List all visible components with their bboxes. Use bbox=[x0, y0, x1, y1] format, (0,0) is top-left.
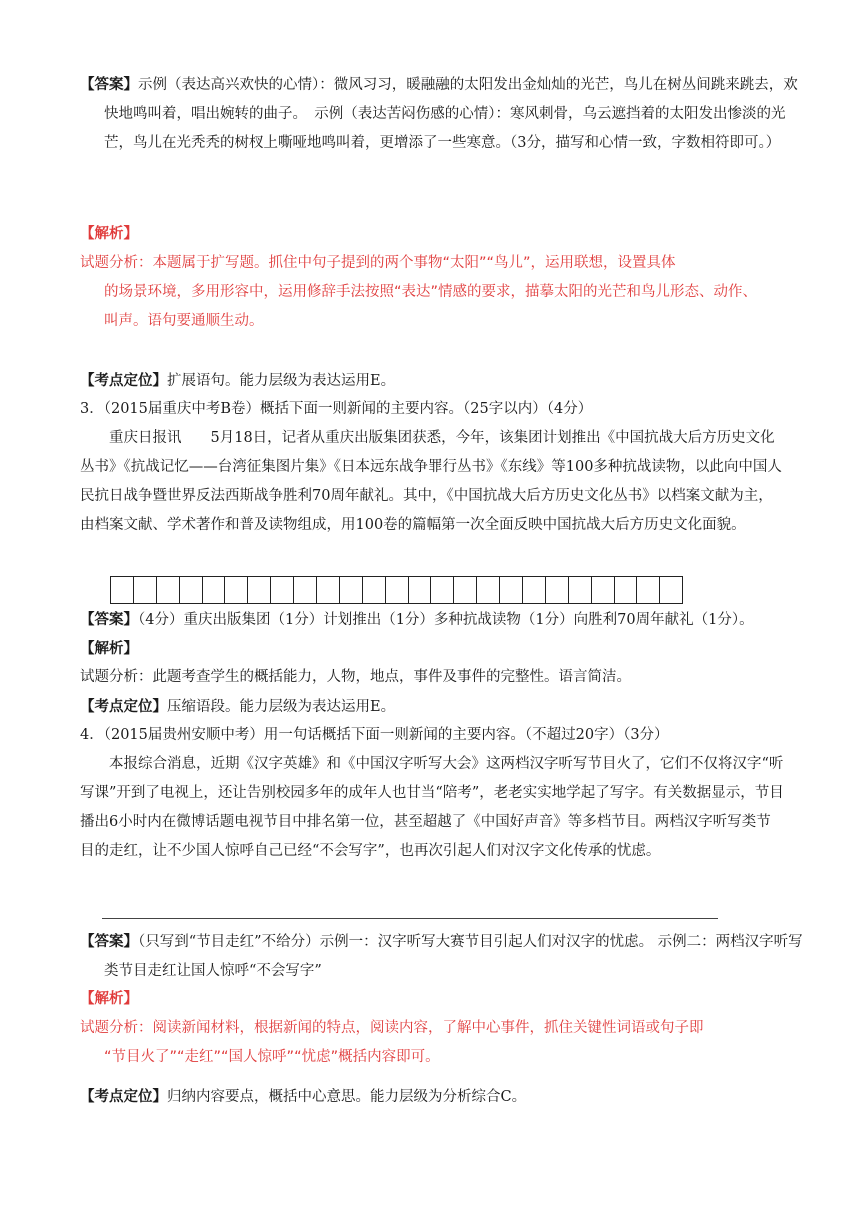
answer-label: 【答案】 bbox=[80, 76, 138, 93]
grid-cell[interactable] bbox=[431, 576, 454, 604]
grid-cell[interactable] bbox=[546, 576, 569, 604]
analysis-text-3: 试题分析：此题考查学生的概括能力，人物，地点，事件及事件的完整性。语言简洁。 bbox=[80, 669, 631, 685]
grid-cell[interactable] bbox=[134, 576, 157, 604]
grid-cell[interactable] bbox=[248, 576, 271, 604]
answer-text: 示例（表达高兴欢快的心情）：微风习习，暖融融的太阳发出金灿灿的光芒，鸟儿在树丛间跳来跳去，欢快地鸣叫着，唱出婉转的曲子。 示例（表达苦闷伤感的心情）：寒风刺骨，乌云遮挡着的太阳发出惨淡的光芒，鸟儿在光秃秃的树杈上嘶哑地鸣叫着，更增添了一些寒意。（3分，描写和心情一致，字数相符即可。） bbox=[104, 77, 798, 151]
answer-text: （4分）重庆出版集团（1分）计划推出（1分）多种抗战读物（1分）向胜利70周年献礼（1分）。 bbox=[138, 612, 754, 628]
analysis-label-4: 【解析】 bbox=[80, 991, 138, 1007]
grid-cell[interactable] bbox=[523, 576, 546, 604]
answer-label: 【答案】 bbox=[80, 933, 138, 950]
analysis-line: 叫声。语句要通顺生动。 bbox=[104, 313, 264, 329]
grid-cell[interactable] bbox=[294, 576, 317, 604]
grid-cell[interactable] bbox=[317, 576, 340, 604]
grid-cell[interactable] bbox=[363, 576, 386, 604]
grid-cell[interactable] bbox=[592, 576, 615, 604]
question-3-title: 3．（2015届重庆中考B卷）概括下面一则新闻的主要内容。（25字以内）（4分） bbox=[80, 401, 593, 417]
grid-cell[interactable] bbox=[157, 576, 180, 604]
grid-cell[interactable] bbox=[637, 576, 660, 604]
grid-cell[interactable] bbox=[225, 576, 248, 604]
key-point-text: 扩展语句。能力层级为表达运用E。 bbox=[167, 373, 396, 389]
analysis-line: 的场景环境，多用形容中，运用修辞手法按照“表达”情感的要求，描摹太阳的光芒和鸟儿形态、动作、 bbox=[104, 284, 758, 300]
question-3-passage: 重庆日报讯 5月18日，记者从重庆出版集团获悉，今年，该集团计划推出《中国抗战大后方历史文化丛书》《抗战记忆——台湾征集图片集》《日本远东战争罪行丛书》《东线》等100多种抗战读物，以此向中国人民抗日战争暨世界反法西斯战争胜利70周年献礼。其中，《中国抗战大后方历史文化丛书》以档案文献为主，由档案文献、学术著作和普及读物组成，用100卷的篇幅第一次全面反映中国抗战大后方历史文化面貌。 bbox=[80, 430, 782, 533]
key-point-3 bbox=[80, 692, 785, 722]
grid-cell[interactable] bbox=[271, 576, 294, 604]
analysis-line: 试题分析：阅读新闻材料，根据新闻的特点，阅读内容，了解中心事件，抓住关键性词语或句子即 bbox=[80, 1020, 704, 1036]
analysis-label-1: 【解析】 bbox=[80, 226, 138, 242]
grid-cell[interactable] bbox=[615, 576, 638, 604]
grid-cell[interactable] bbox=[340, 576, 363, 604]
key-point-text: 归纳内容要点，概括中心意思。能力层级为分析综合C。 bbox=[167, 1089, 527, 1105]
answer-4 bbox=[80, 927, 809, 986]
key-point-label: 【考点定位】 bbox=[80, 1088, 167, 1105]
analysis-line: 试题分析：本题属于扩写题。抓住中句子提到的两个事物“太阳”“鸟儿”，运用联想，设置具体 bbox=[80, 255, 676, 271]
answer-blank-line[interactable] bbox=[102, 918, 718, 919]
answer-label: 【答案】 bbox=[80, 611, 138, 628]
grid-cell[interactable] bbox=[409, 576, 432, 604]
grid-cell[interactable] bbox=[386, 576, 409, 604]
key-point-label: 【考点定位】 bbox=[80, 372, 167, 389]
answer-3 bbox=[80, 605, 785, 635]
answer-text: （只写到“节目走红”不给分）示例一：汉字听写大赛节目引起人们对汉字的忧虑。 示例二：两档汉字听写类节目走红让国人惊呼“不会写字” bbox=[104, 934, 803, 979]
grid-cell[interactable] bbox=[660, 576, 683, 604]
grid-cell[interactable] bbox=[569, 576, 592, 604]
analysis-line: “节目火了”“走红”“国人惊呼”“忧虑”概括内容即可。 bbox=[104, 1049, 440, 1065]
grid-cell[interactable] bbox=[500, 576, 523, 604]
grid-cell[interactable] bbox=[203, 576, 226, 604]
grid-cell[interactable] bbox=[477, 576, 500, 604]
analysis-text-1 bbox=[80, 249, 785, 336]
key-point-text: 压缩语段。能力层级为表达运用E。 bbox=[167, 699, 396, 715]
grid-cell[interactable] bbox=[180, 576, 203, 604]
answer-1 bbox=[80, 70, 809, 158]
answer-grid[interactable] bbox=[110, 576, 683, 604]
key-point-1 bbox=[80, 366, 785, 396]
key-point-label: 【考点定位】 bbox=[80, 698, 167, 715]
grid-cell[interactable] bbox=[454, 576, 477, 604]
key-point-4 bbox=[80, 1082, 785, 1112]
question-4-passage: 本报综合消息，近期《汉字英雄》和《中国汉字听写大会》这两档汉字听写节目火了，它们不仅将汉字“听写课”开到了电视上，还让告别校园多年的成年人也甘当“陪考”，老老实实地学起了写字。有关数据显示，节目播出6小时内在微博话题电视节目中排名第一位，甚至超越了《中国好声音》等多档节目。两档汉字听写类节目的走红，让不少国人惊呼自己已经“不会写字”，也再次引起人们对汉字文化传承的忧虑。 bbox=[80, 756, 784, 859]
grid-cell[interactable] bbox=[111, 576, 134, 604]
question-4-title: 4．（2015届贵州安顺中考）用一句话概括下面一则新闻的主要内容。（不超过20字）（3分） bbox=[80, 727, 669, 743]
analysis-label-3: 【解析】 bbox=[80, 640, 138, 657]
analysis-text-4 bbox=[80, 1014, 785, 1072]
